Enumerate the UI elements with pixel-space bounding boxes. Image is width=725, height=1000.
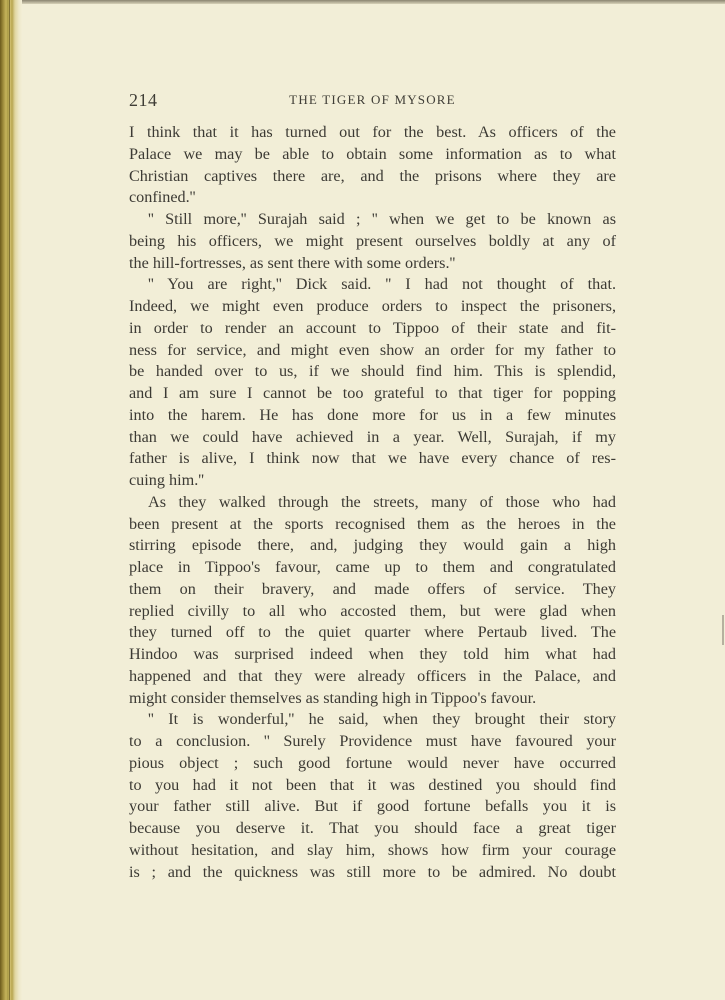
text-line: been present at the sports recognised them as the heroes in the bbox=[129, 514, 616, 533]
text-line: Palace we may be able to obtain some information as to what bbox=[129, 144, 616, 163]
text-line: happened and that they were already officers in the Palace, and bbox=[129, 666, 616, 685]
text-line: into the harem. He has done more for us in a few minutes bbox=[129, 405, 616, 424]
text-line: '' You are right,'' Dick said. '' I had not thought of that. bbox=[148, 275, 616, 294]
text-line: I think that it has turned out for the best. As officers of the bbox=[129, 123, 616, 141]
text-line: and I am sure I cannot be too grateful to that tiger for popping bbox=[129, 384, 616, 402]
text-line: be handed over to us, if we should find him. This is splendid, bbox=[129, 362, 616, 381]
page-edge-mark bbox=[722, 615, 724, 645]
gutter-line bbox=[9, 0, 10, 1000]
text-line: might consider themselves as standing high in Tippoo's favour. bbox=[129, 688, 537, 707]
text-line: confined.'' bbox=[129, 188, 196, 207]
text-line: is ; and the quickness was still more to be admired. No doubt bbox=[129, 862, 616, 881]
text-line: As they walked through the streets, many of those who had bbox=[148, 492, 616, 511]
text-line: '' Still more,'' Surajah said ; '' when we get to be known as bbox=[148, 210, 616, 228]
text-line: in order to render an account to Tippoo of their state and fit- bbox=[129, 318, 616, 337]
text-line: to you had it not been that it was destined you should find bbox=[129, 775, 616, 794]
text-line: the hill-fortresses, as sent there with some orders.'' bbox=[129, 253, 456, 272]
text-line: ness for service, and might even show an order for my father to bbox=[129, 340, 616, 359]
page-number: 214 bbox=[129, 90, 158, 110]
text-line: them on their bravery, and made offers of service. They bbox=[129, 579, 616, 598]
running-title: THE TIGER OF MYSORE bbox=[289, 92, 456, 107]
book-spine bbox=[0, 0, 22, 1000]
text-line: Christian captives there are, and the prisons where they are bbox=[129, 166, 616, 185]
text-line: father is alive, I think now that we have every chance of res- bbox=[129, 449, 616, 468]
text-line: without hesitation, and slay him, shows how firm your courage bbox=[129, 840, 616, 859]
text-line: stirring episode there, and, judging they would gain a high bbox=[129, 536, 616, 555]
body-text bbox=[129, 122, 616, 883]
page-top-edge bbox=[0, 0, 725, 4]
text-line: they turned off to the quiet quarter where Pertaub lived. The bbox=[129, 623, 616, 642]
text-line: place in Tippoo's favour, came up to them and congratulated bbox=[129, 558, 616, 576]
text-line: being his officers, we might present ourselves boldly at any of bbox=[129, 231, 616, 250]
text-line: Indeed, we might even produce orders to inspect the prisoners, bbox=[129, 297, 616, 315]
text-line: because you deserve it. That you should face a great tiger bbox=[129, 819, 616, 837]
page-header bbox=[129, 90, 616, 110]
text-line: pious object ; such good fortune would never have occurred bbox=[129, 753, 616, 772]
text-line: cuing him.'' bbox=[129, 471, 205, 489]
text-line: '' It is wonderful,'' he said, when they brought their story bbox=[148, 710, 616, 729]
text-line: replied civilly to all who accosted them, but were glad when bbox=[129, 601, 616, 620]
text-line: to a conclusion. '' Surely Providence must have favoured your bbox=[129, 732, 616, 750]
text-line: Hindoo was surprised indeed when they told him what had bbox=[129, 645, 616, 663]
text-line: than we could have achieved in a year. Well, Surajah, if my bbox=[129, 427, 616, 446]
text-line: your father still alive. But if good fortune befalls you it is bbox=[129, 797, 616, 816]
